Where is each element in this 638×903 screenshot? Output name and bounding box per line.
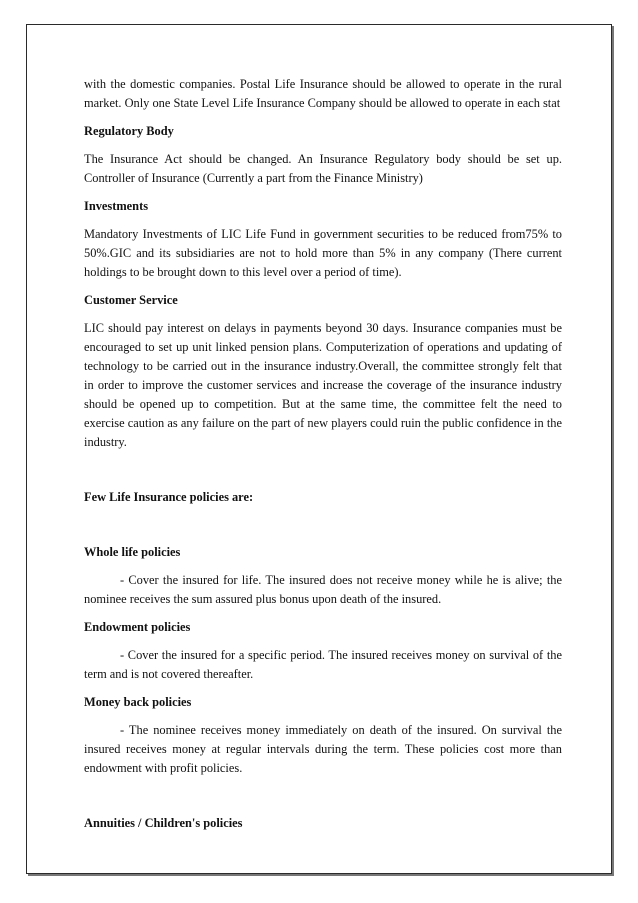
heading-customer-service: Customer Service [84, 293, 178, 307]
heading-endowment: Endowment policies [84, 620, 191, 634]
heading-whole-life: Whole life policies [84, 545, 181, 559]
heading-money-back: Money back policies [84, 695, 192, 709]
paragraph-customer-service: LIC should pay interest on delays in payments beyond 30 days. Insurance companies must be encouraged to set up unit linked pension plans. Computerization of operations and updating of technology to be carried out in the insurance industry.Overall, the committee strongly felt that in order to improve the customer services and increase the coverage of the insurance industry should be opened up to competition. But at the same time, the committee felt the need to exercise caution as any failure on the part of new players could ruin the public confidence in the industry. [84, 321, 562, 449]
paragraph-investments: Mandatory Investments of LIC Life Fund in government securities to be reduced from75% to 50%.GIC and its subsidiaries are not to hold more than 5% in any company (There current holdings to be brought down to this level over a period of time). [84, 227, 562, 279]
heading-regulatory-body: Regulatory Body [84, 124, 174, 138]
paragraph-intro: with the domestic companies. Postal Life Insurance should be allowed to operate in the rural market. Only one State Level Life Insurance Company should be allowed to operate in each stat [84, 77, 562, 110]
document-body [84, 75, 562, 842]
heading-annuities: Annuities / Children's policies [84, 816, 243, 830]
paragraph-whole-life: - Cover the insured for life. The insured does not receive money while he is alive; the nominee receives the sum assured plus bonus upon death of the insured. [84, 573, 562, 606]
paragraph-money-back: - The nominee receives money immediately on death of the insured. On survival the insured receives money at regular intervals during the term. These policies cost more than endowment with profit policies. [84, 723, 562, 775]
paragraph-regulatory-body: The Insurance Act should be changed. An Insurance Regulatory body should be set up. Controller of Insurance (Currently a part from the Finance Ministry) [84, 152, 562, 185]
heading-policies-list: Few Life Insurance policies are: [84, 490, 254, 504]
heading-investments: Investments [84, 199, 149, 213]
paragraph-endowment: - Cover the insured for a specific period. The insured receives money on survival of the term and is not covered thereafter. [84, 648, 562, 681]
